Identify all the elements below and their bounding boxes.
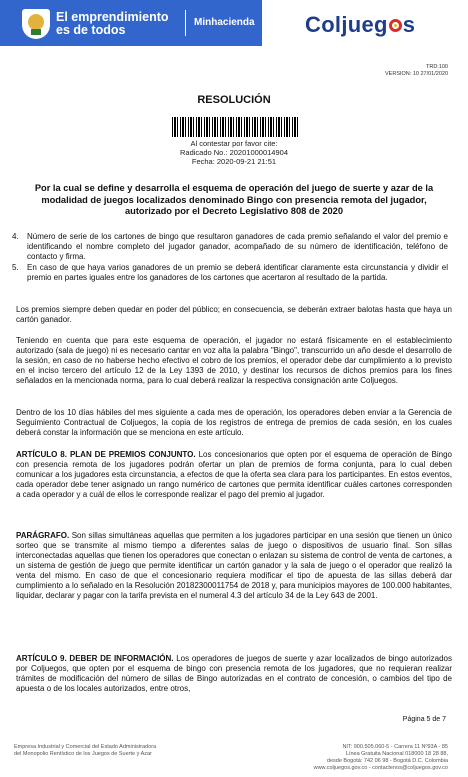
article-8 xyxy=(16,450,452,500)
paragraph-prizes: Los premios siempre deben quedar en poder del público; en consecuencia, se deberán extraer balotas hasta que haya un cartón ganador. xyxy=(16,305,452,324)
trd-code: TRD:100 xyxy=(425,64,448,70)
article-8-text: Los concesionarios que opten por el esquema de operación de Bingo con presencia remota de los jugadores podrán ofertar un plan de premios de forma conjunta, para lo cual deben comunicar a los jugadores esta circunstancia, a efectos de que la oferta sea clara para los participantes. En estos eventos, cada operador debe tener asignado un rango numérico de cartones que permita identificar cuáles cartones corresponden a cada operador y a cuál de ellos le corresponde realizar el pago del premio al jugador. xyxy=(16,450,452,499)
government-banner xyxy=(0,0,262,46)
coat-of-arms-icon xyxy=(22,9,50,39)
citation-block xyxy=(0,139,468,166)
footer-entity xyxy=(14,744,156,758)
paragrafo-heading: PARÁGRAFO. xyxy=(16,531,70,540)
paragraph-unclaimed: Teniendo en cuenta que para este esquema de operación, el jugador no estará físicamente en el establecimiento autorizado (sala de juego) ni es necesario cantar en voz alta la palabra "Bingo", transcurrido un año desde el desarrollo de la sesión, en caso de no haberse hecho efectivo el cobro de los premios, el operador debe dar cumplimiento a lo previsto en el inciso tercero del artículo 12 de la Ley 1393 de 2010, y destinar los recursos de dichos premios para los fines señalados en la mencionada norma, para lo cual deberá realizar la respectiva consignación ante Coljuegos. xyxy=(16,336,452,385)
list-item-text: Número de serie de los cartones de bingo que resultaron ganadores de cada premio señalando el valor del premio e identificando el nombre completo del jugador ganador, acompañado de su número de identificación, teléfono de contacto y firma. xyxy=(27,232,448,261)
article-9-heading: ARTÍCULO 9. DEBER DE INFORMACIÓN. xyxy=(16,654,174,663)
paragrafo-text: Son sillas simultáneas aquellas que permiten a los jugadores participar en una sesión que tienen un único sorteo que se transmite al mismo tiempo a diferentes salas de juego o dispositivos de usuario final. Son sillas interconectadas aquellas que tienen los operadores que conectan o enlazan su sistema de control de venta de cartones, a un sistema de gestión de juego que permite identificar un cartón ganador y la sala de juego o el operador que realizó la venta del mismo. En caso de que el concesionario requiera modificar el tipo de apuesta de las sillas deberá dar cumplimiento a lo señalado en la Resolución 20182300011754 de 2018 y, para municipios mayores de 100.000 habitantes, liquidar, declarar y pagar con la tarifa prevista en el numeral 4.3 del artículo 34 de la Ley 643 de 2001. xyxy=(16,531,452,600)
footer-entity-line-2: del Monopolio Rentístico de los Juegos de Suerte y Azar xyxy=(14,751,152,757)
cite-instruction: Al contestar por favor cite: xyxy=(190,139,278,148)
banner-line-2: es de todos xyxy=(56,23,126,37)
footer-phone: Línea Gratuita Nacional 018000 18 28 88, xyxy=(345,751,448,757)
list-item-number: 5. xyxy=(12,263,19,272)
document-title: RESOLUCIÓN xyxy=(197,94,271,106)
banner-slogan xyxy=(56,11,169,37)
banner-divider xyxy=(185,10,186,36)
article-9-text: Los operadores de juegos de suerte y azar localizados de bingo autorizados por Coljuegos, que opten por el esquema de bingo con presencia remota de los jugadores, que no requieran realizar trámites de modificación del número de sillas de Bingo autorizadas en el contrato de concesión, o cambios del tipo de apuesta o de los locales autorizados, entre otros, xyxy=(16,654,452,693)
paragrafo xyxy=(16,531,452,601)
document-subject: Por la cual se define y desarrolla el esquema de operación del juego de suerte y azar de la modalidad de juegos localizados denominado Bingo con presencia remota del jugador, autorizado por el Decreto Legislativo 808 de 2020 xyxy=(34,183,434,216)
footer-city: desde Bogotá: 742 06 98 - Bogotá D.C. Colombia xyxy=(326,758,448,764)
footer-web: www.coljuegos.gov.co - contactenos@coljuegos.gov.co xyxy=(313,765,448,771)
ministry-label: Minhacienda xyxy=(194,17,255,28)
radicado-number: Radicado No.: 20201000014904 xyxy=(179,148,288,157)
barcode-icon xyxy=(172,117,300,137)
paragraph-reporting: Dentro de los 10 días hábiles del mes siguiente a cada mes de operación, los operadores deben enviar a la Gerencia de Seguimiento Contractual de Coljuegos, la copia de los registros de entrega de premios de cada sesión, en los cuales deberá constar la información que se menciona en este artículo. xyxy=(16,408,452,437)
footer-entity-line-1: Empresa Industrial y Comercial del Estado Administradora xyxy=(14,744,157,750)
document-date: Fecha: 2020-09-21 21:51 xyxy=(191,157,277,166)
footer-nit: NIT: 900.505.060-5 - Carrera 11 Nº93A - 85 xyxy=(342,744,448,750)
article-8-heading: ARTÍCULO 8. PLAN DE PREMIOS CONJUNTO. xyxy=(16,450,196,459)
list-item-text: En caso de que haya varios ganadores de un premio se deberá identificar claramente esta circunstancia y dividir el premio en partes iguales entre los ganadores de los cartones que acertaron al resultado de la partida. xyxy=(27,263,448,282)
banner-line-1: El emprendimiento xyxy=(56,10,169,24)
logo-o-icon xyxy=(389,19,402,32)
article-9 xyxy=(16,654,452,694)
page-number: Página 5 de 7 xyxy=(402,716,446,723)
coljuegos-logo: Coljueg s xyxy=(305,12,416,37)
version-code: VERSION: 10 27/01/2020 xyxy=(385,71,448,77)
footer-contact xyxy=(314,744,448,772)
list-item-number: 4. xyxy=(12,232,19,241)
